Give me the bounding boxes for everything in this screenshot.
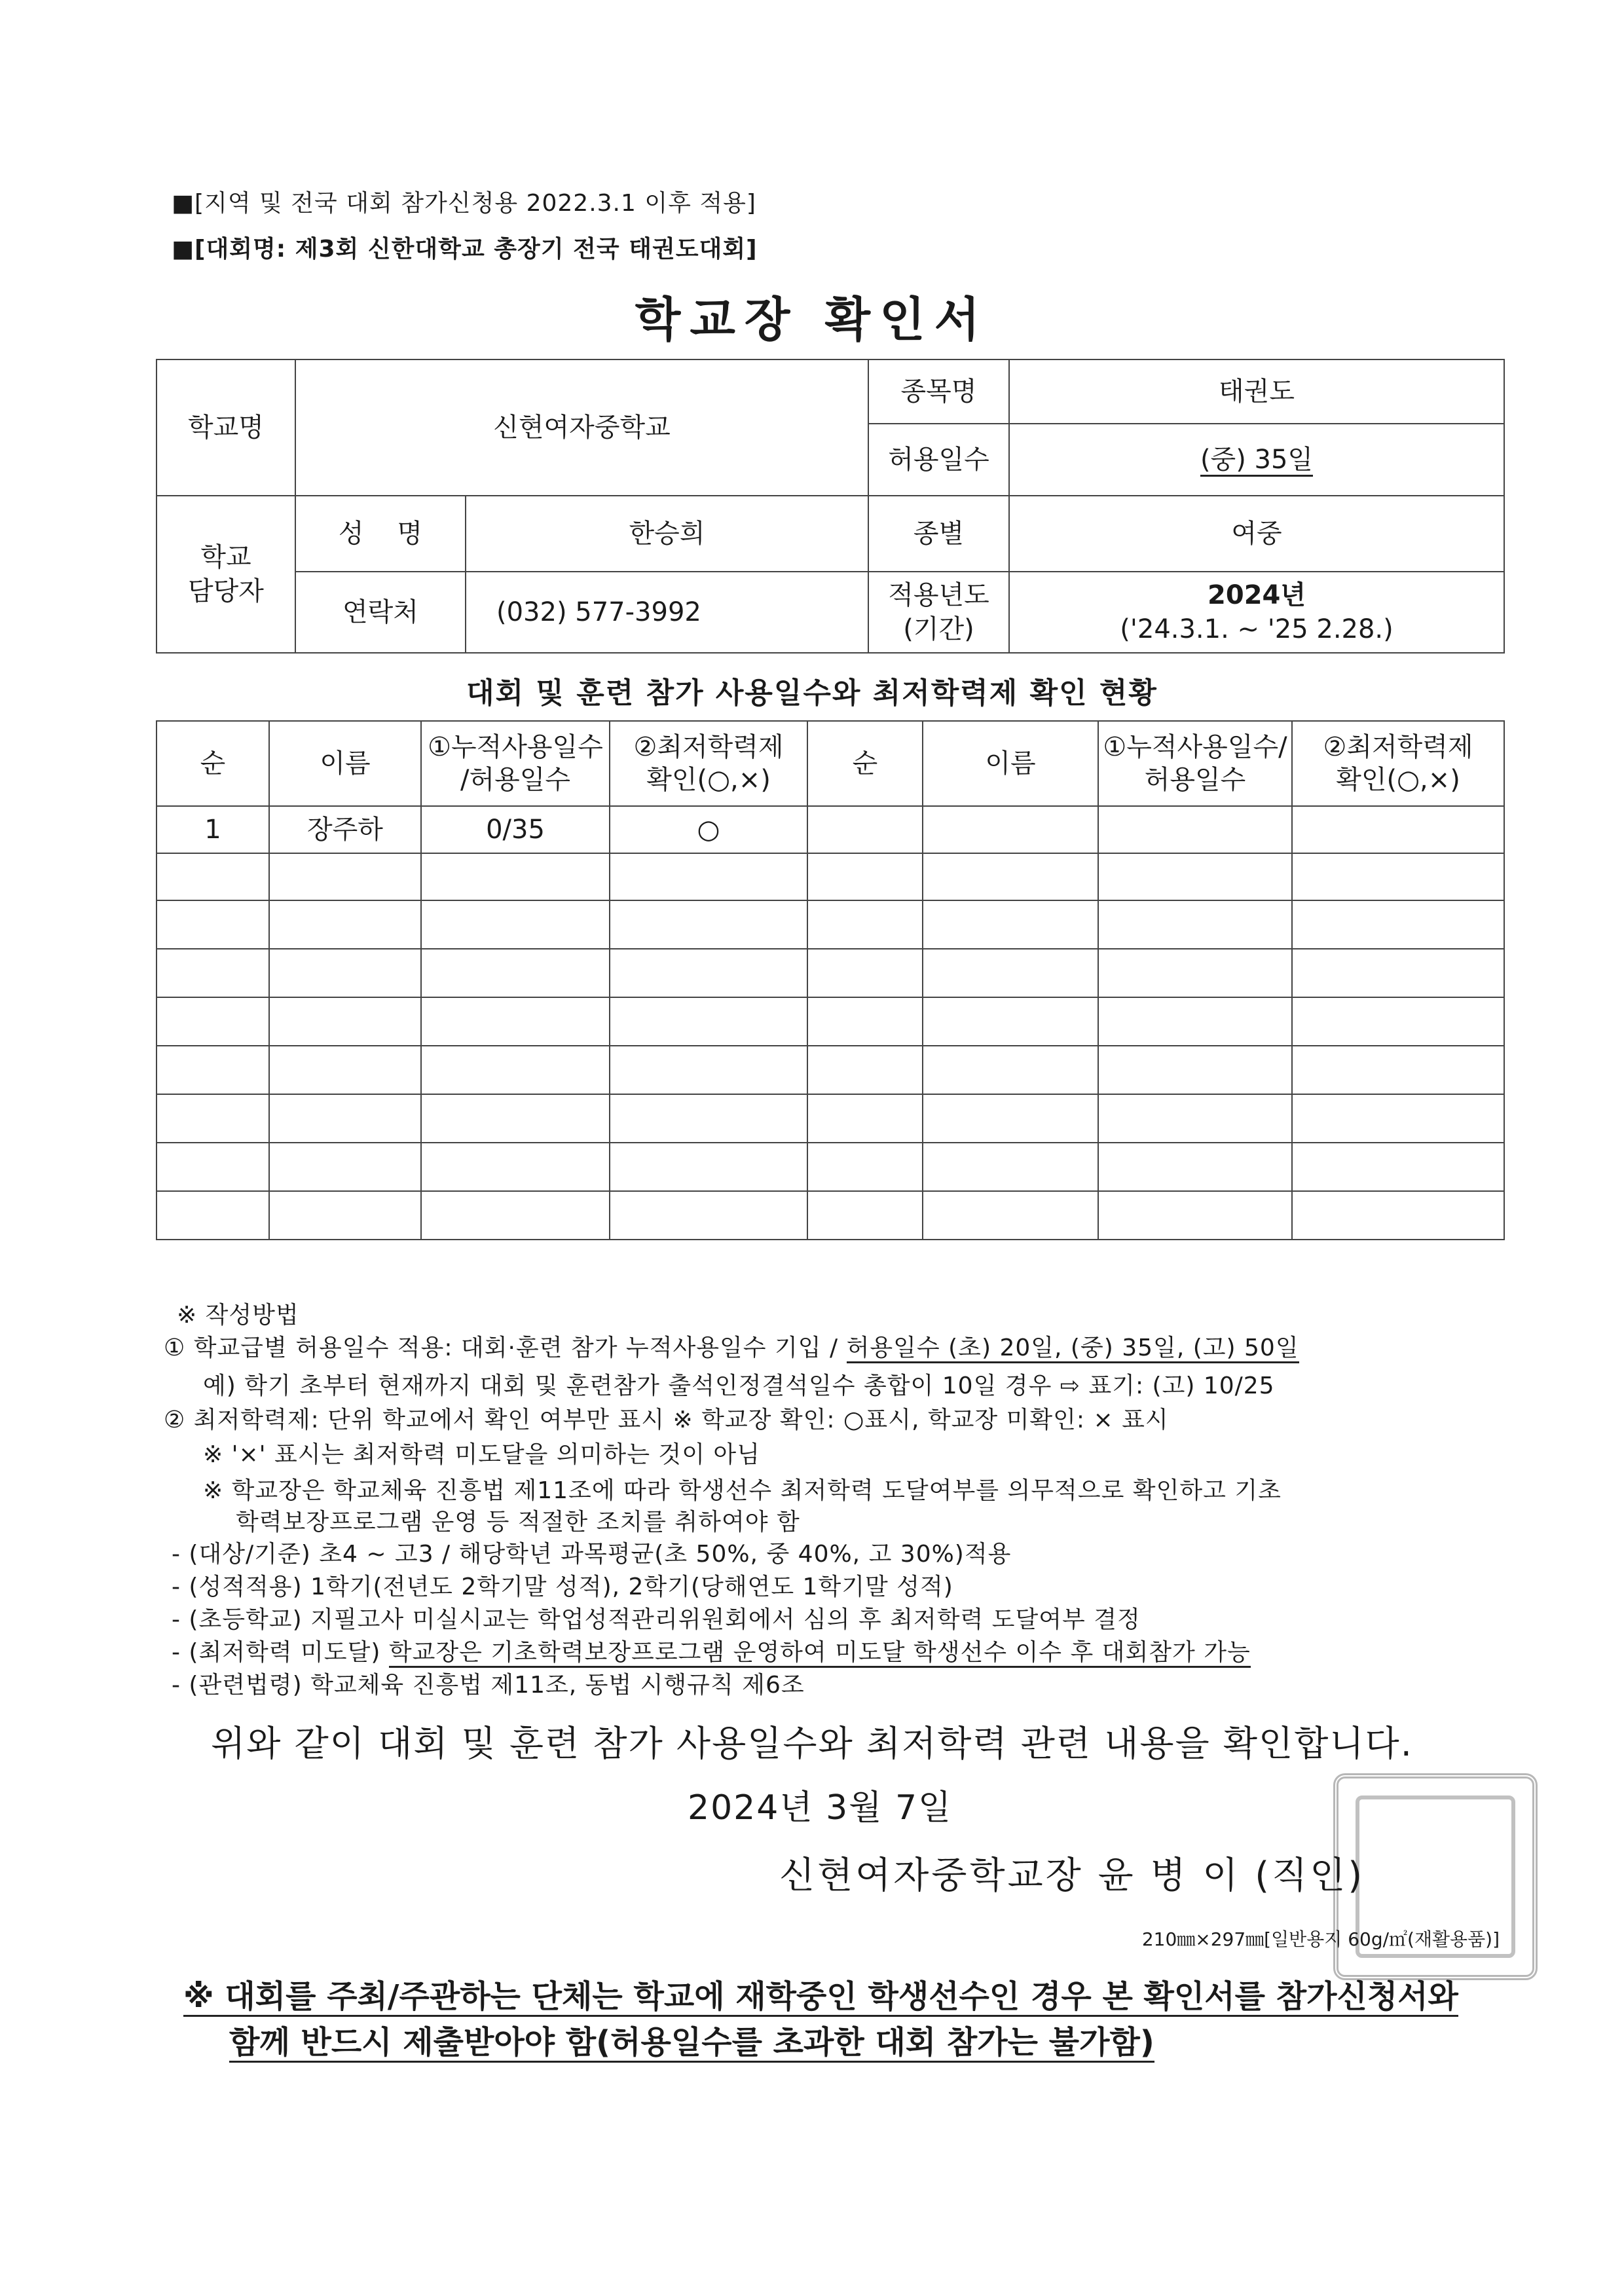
contact-label: 연락처	[295, 572, 466, 653]
event-label: 종목명	[868, 359, 1009, 424]
table-row	[157, 806, 1504, 853]
table-row	[157, 949, 1504, 997]
note-4: ※ '×' 표시는 최저학력 미도달을 의미하는 것이 아님	[203, 1441, 760, 1468]
contact-value: (032) 577-3992	[466, 572, 868, 653]
form-header-note: ■[지역 및 전국 대회 참가신청용 2022.3.1 이후 적용]	[172, 190, 756, 217]
note-7: - (대상/기준) 초4 ~ 고3 / 해당학년 과목평균(초 50%, 중 40%, 고 30%)적용	[172, 1541, 1012, 1568]
name-label: 성 명	[295, 496, 466, 572]
event-value: 태권도	[1009, 359, 1504, 424]
row-no: 1	[157, 806, 269, 853]
table-row	[157, 1143, 1504, 1191]
table-row	[157, 1191, 1504, 1240]
page-title: 학교장 확인서	[635, 292, 989, 347]
col-name: 이름	[269, 721, 421, 806]
year-value: 2024년 ('24.3.1. ~ '25 2.28.)	[1009, 572, 1504, 653]
row-min: ○	[610, 806, 807, 853]
row-name: 장주하	[269, 806, 421, 853]
school-name-value: 신현여자중학교	[295, 359, 868, 496]
note-10: - (최저학력 미도달) 학교장은 기초학력보장프로그램 운영하여 미도달 학생선수 이수 후 대회참가 가능	[172, 1634, 1251, 1667]
confirmation-statement: 위와 같이 대회 및 훈련 참가 사용일수와 최저학력 관련 내용을 확인합니다.	[211, 1723, 1413, 1764]
note-11: - (관련법령) 학교체육 진흥법 제11조, 동법 시행규칙 제6조	[172, 1672, 805, 1699]
category-value: 여중	[1009, 496, 1504, 572]
col-no-right: 순	[807, 721, 923, 806]
note-8: - (성적적용) 1학기(전년도 2학기말 성적), 2학기(당해연도 1학기말 성적)	[172, 1574, 953, 1600]
name-value: 한승희	[466, 496, 868, 572]
school-name-label: 학교명	[157, 359, 295, 496]
row-days: 0/35	[421, 806, 610, 853]
note-3: ② 최저학력제: 단위 학교에서 확인 여부만 표시 ※ 학교장 확인: ○표시, 학교장 미확인: × 표시	[164, 1407, 1169, 1433]
col-days: ①누적사용일수 /허용일수	[421, 721, 610, 806]
category-label: 종별	[868, 496, 1009, 572]
school-info-table	[156, 359, 1505, 654]
table-row	[157, 1046, 1504, 1094]
col-min-right: ②최저학력제 확인(○,×)	[1292, 721, 1504, 806]
year-label: 적용년도 (기간)	[868, 572, 1009, 653]
participation-table	[156, 720, 1505, 1240]
table-row	[157, 900, 1504, 949]
allowed-days-value: (중) 35일	[1009, 424, 1504, 496]
warning-line-2: 함께 반드시 제출받아야 함(허용일수를 초과한 대회 참가는 불가함)	[229, 2017, 1154, 2062]
table-row	[157, 997, 1504, 1046]
note-2: 예) 학기 초부터 현재까지 대회 및 훈련참가 출석인정결석일수 총합이 10일 경우 ⇨ 표기: (고) 10/25	[203, 1372, 1275, 1399]
table-row	[157, 853, 1504, 900]
allowed-days-label: 허용일수	[868, 424, 1009, 496]
note-9: - (초등학교) 지필고사 미실시교는 학업성적관리위원회에서 심의 후 최저학력 도달여부 결정	[172, 1606, 1141, 1633]
col-min: ②최저학력제 확인(○,×)	[610, 721, 807, 806]
principal-signature: 신현여자중학교장 윤 병 이 (직인)	[779, 1854, 1365, 1897]
note-1: ① 학교급별 허용일수 적용: 대회·훈련 참가 누적사용일수 기입 / 허용일수 (초) 20일, (중) 35일, (고) 50일	[164, 1329, 1299, 1363]
col-days-right: ①누적사용일수/ 허용일수	[1098, 721, 1292, 806]
paper-spec: 210㎜×297㎜[일반용지 60g/㎡(재활용품)]	[1141, 1928, 1500, 1950]
manager-label: 학교 담당자	[157, 496, 295, 653]
notes-heading: ※ 작성방법	[177, 1302, 299, 1329]
issue-date: 2024년 3월 7일	[688, 1788, 953, 1828]
section-title: 대회 및 훈련 참가 사용일수와 최저학력제 확인 현황	[466, 676, 1158, 710]
note-6: 학력보장프로그램 운영 등 적절한 조치를 취하여야 함	[236, 1509, 800, 1536]
table-row	[157, 1094, 1504, 1143]
warning-line-1: ※ 대회를 주최/주관하는 단체는 학교에 재학중인 학생선수인 경우 본 확인서를 참가신청서와	[183, 1971, 1458, 2016]
col-no: 순	[157, 721, 269, 806]
note-5: ※ 학교장은 학교체육 진흥법 제11조에 따라 학생선수 최저학력 도달여부를 의무적으로 확인하고 기초	[203, 1477, 1282, 1504]
competition-name: ■[대회명: 제3회 신한대학교 총장기 전국 태권도대회]	[172, 236, 758, 263]
col-name-right: 이름	[923, 721, 1098, 806]
